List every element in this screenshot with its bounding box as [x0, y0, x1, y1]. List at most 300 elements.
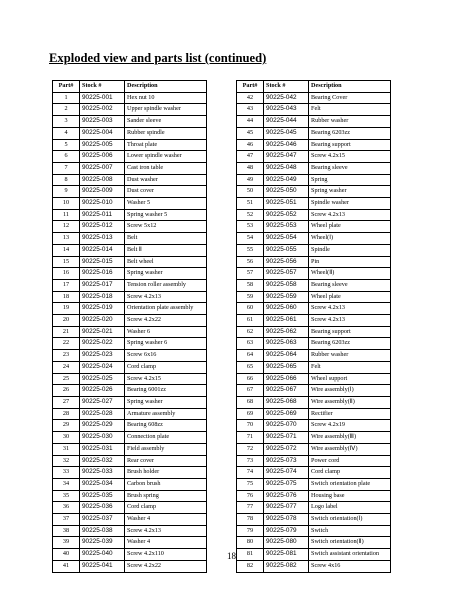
stock-number-cell: 90225-004: [80, 127, 125, 139]
part-number-cell: 1: [53, 92, 80, 104]
table-row: [237, 385, 391, 397]
part-number-cell: 76: [237, 490, 264, 502]
part-number-cell: 33: [53, 467, 80, 479]
stock-number-cell: 90225-033: [80, 467, 125, 479]
table-row: [237, 361, 391, 373]
description-cell: Field assembly: [125, 443, 207, 455]
stock-number-cell: 90225-052: [264, 209, 309, 221]
description-cell: Wheel(Ⅰ): [309, 233, 391, 245]
description-cell: Connection plate: [125, 432, 207, 444]
stock-number-cell: 90225-068: [264, 396, 309, 408]
stock-number-cell: 90225-027: [80, 396, 125, 408]
description-cell: Spindle washer: [309, 198, 391, 210]
table-row: [237, 174, 391, 186]
description-cell: Hex nut 10: [125, 92, 207, 104]
column-header-description: Description: [125, 81, 207, 93]
stock-number-cell: 90225-069: [264, 408, 309, 420]
table-row: [53, 303, 207, 315]
part-number-cell: 80: [237, 537, 264, 549]
description-cell: Switch orientation(Ⅰ): [309, 514, 391, 526]
description-cell: Felt: [309, 361, 391, 373]
stock-number-cell: 90225-038: [80, 525, 125, 537]
table-row: [53, 361, 207, 373]
stock-number-cell: 90225-020: [80, 315, 125, 327]
description-cell: Rectifier: [309, 408, 391, 420]
description-cell: Spring: [309, 174, 391, 186]
part-number-cell: 9: [53, 186, 80, 198]
description-cell: Upper spindle washer: [125, 104, 207, 116]
part-number-cell: 43: [237, 104, 264, 116]
description-cell: Screw 4.2x13: [309, 315, 391, 327]
table-row: [237, 560, 391, 572]
table-row: [53, 396, 207, 408]
table-row: [53, 268, 207, 280]
part-number-cell: 62: [237, 326, 264, 338]
table-row: [237, 162, 391, 174]
description-cell: Washer 4: [125, 514, 207, 526]
stock-number-cell: 90225-034: [80, 478, 125, 490]
table-row: [53, 291, 207, 303]
table-row: [237, 279, 391, 291]
table-header-row: [53, 81, 207, 93]
part-number-cell: 60: [237, 303, 264, 315]
description-cell: Screw 4.2x13: [125, 525, 207, 537]
description-cell: Cast iron table: [125, 162, 207, 174]
stock-number-cell: 90225-010: [80, 198, 125, 210]
stock-number-cell: 90225-039: [80, 537, 125, 549]
part-number-cell: 42: [237, 92, 264, 104]
page-number: 18: [227, 551, 236, 561]
part-number-cell: 3: [53, 116, 80, 128]
table-row: [237, 151, 391, 163]
stock-number-cell: 90225-056: [264, 256, 309, 268]
description-cell: Wire assembly(Ⅱ): [309, 396, 391, 408]
description-cell: Spring washer: [309, 186, 391, 198]
description-cell: Screw 4.2x13: [125, 291, 207, 303]
part-number-cell: 36: [53, 502, 80, 514]
table-row: [53, 467, 207, 479]
part-number-cell: 73: [237, 455, 264, 467]
part-number-cell: 69: [237, 408, 264, 420]
description-cell: Screw 6x16: [125, 350, 207, 362]
part-number-cell: 19: [53, 303, 80, 315]
part-number-cell: 13: [53, 233, 80, 245]
stock-number-cell: 90225-019: [80, 303, 125, 315]
stock-number-cell: 90225-055: [264, 244, 309, 256]
table-row: [53, 326, 207, 338]
part-number-cell: 21: [53, 326, 80, 338]
part-number-cell: 68: [237, 396, 264, 408]
description-cell: Belt wheel: [125, 256, 207, 268]
table-row: [53, 174, 207, 186]
description-cell: Screw 4.2x110: [125, 549, 207, 561]
table-row: [53, 127, 207, 139]
part-number-cell: 40: [53, 549, 80, 561]
stock-number-cell: 90225-032: [80, 455, 125, 467]
description-cell: Washer 5: [125, 198, 207, 210]
stock-number-cell: 90225-017: [80, 279, 125, 291]
description-cell: Bearing sleeve: [309, 279, 391, 291]
description-cell: Tension roller assembly: [125, 279, 207, 291]
table-row: [237, 268, 391, 280]
stock-number-cell: 90225-070: [264, 420, 309, 432]
description-cell: Orientation plate assembly: [125, 303, 207, 315]
table-row: [237, 432, 391, 444]
stock-number-cell: 90225-064: [264, 350, 309, 362]
description-cell: Wheel support: [309, 373, 391, 385]
table-row: [53, 350, 207, 362]
description-cell: Wire assembly(Ⅰ): [309, 385, 391, 397]
stock-number-cell: 90225-009: [80, 186, 125, 198]
part-number-cell: 14: [53, 244, 80, 256]
part-number-cell: 7: [53, 162, 80, 174]
table-row: [53, 432, 207, 444]
stock-number-cell: 90225-075: [264, 478, 309, 490]
description-cell: Screw 4.2x22: [125, 560, 207, 572]
stock-number-cell: 90225-079: [264, 525, 309, 537]
description-cell: Cord clamp: [125, 361, 207, 373]
stock-number-cell: 90225-023: [80, 350, 125, 362]
description-cell: Rubber spindle: [125, 127, 207, 139]
description-cell: Screw 4.2x15: [125, 373, 207, 385]
part-number-cell: 72: [237, 443, 264, 455]
description-cell: Lower spindle washer: [125, 151, 207, 163]
part-number-cell: 18: [53, 291, 80, 303]
part-number-cell: 11: [53, 209, 80, 221]
description-cell: Belt Ⅱ: [125, 244, 207, 256]
table-row: [237, 478, 391, 490]
stock-number-cell: 90225-006: [80, 151, 125, 163]
description-cell: Wire assembly(Ⅳ): [309, 443, 391, 455]
part-number-cell: 52: [237, 209, 264, 221]
description-cell: Carbon brush: [125, 478, 207, 490]
table-row: [53, 455, 207, 467]
part-number-cell: 78: [237, 514, 264, 526]
description-cell: Spring washer 5: [125, 209, 207, 221]
description-cell: Switch: [309, 525, 391, 537]
table-row: [53, 221, 207, 233]
stock-number-cell: 90225-002: [80, 104, 125, 116]
part-number-cell: 50: [237, 186, 264, 198]
stock-number-cell: 90225-077: [264, 502, 309, 514]
stock-number-cell: 90225-063: [264, 338, 309, 350]
column-header-part: Part#: [53, 81, 80, 93]
table-row: [237, 537, 391, 549]
stock-number-cell: 90225-001: [80, 92, 125, 104]
description-cell: Switch assistant orientation: [309, 549, 391, 561]
stock-number-cell: 90225-003: [80, 116, 125, 128]
description-cell: Cord clamp: [309, 467, 391, 479]
table-row: [237, 373, 391, 385]
description-cell: Spring washer 6: [125, 338, 207, 350]
description-cell: Power cord: [309, 455, 391, 467]
table-row: [53, 233, 207, 245]
description-cell: Rubber washer: [309, 116, 391, 128]
table-row: [53, 560, 207, 572]
table-row: [237, 244, 391, 256]
description-cell: Bearing support: [309, 326, 391, 338]
parts-table-right: [236, 80, 391, 573]
table-row: [237, 233, 391, 245]
part-number-cell: 30: [53, 432, 80, 444]
table-row: [237, 455, 391, 467]
table-row: [237, 350, 391, 362]
stock-number-cell: 90225-045: [264, 127, 309, 139]
table-row: [237, 209, 391, 221]
description-cell: Brush spring: [125, 490, 207, 502]
description-cell: Screw 5x12: [125, 221, 207, 233]
stock-number-cell: 90225-081: [264, 549, 309, 561]
table-row: [53, 256, 207, 268]
table-row: [53, 162, 207, 174]
table-row: [237, 490, 391, 502]
part-number-cell: 46: [237, 139, 264, 151]
description-cell: Armature assembly: [125, 408, 207, 420]
table-row: [53, 279, 207, 291]
table-row: [53, 104, 207, 116]
description-cell: Washer 4: [125, 537, 207, 549]
table-row: [53, 151, 207, 163]
part-number-cell: 32: [53, 455, 80, 467]
stock-number-cell: 90225-012: [80, 221, 125, 233]
description-cell: Wheel plate: [309, 221, 391, 233]
table-row: [53, 478, 207, 490]
part-number-cell: 53: [237, 221, 264, 233]
description-cell: Screw 4.2x13: [309, 303, 391, 315]
stock-number-cell: 90225-029: [80, 420, 125, 432]
stock-number-cell: 90225-078: [264, 514, 309, 526]
description-cell: Bearing 6203zz: [309, 338, 391, 350]
part-number-cell: 59: [237, 291, 264, 303]
table-row: [237, 198, 391, 210]
stock-number-cell: 90225-049: [264, 174, 309, 186]
table-row: [53, 244, 207, 256]
table-row: [53, 443, 207, 455]
description-cell: Belt: [125, 233, 207, 245]
parts-table-left: [52, 80, 207, 573]
description-cell: Felt: [309, 104, 391, 116]
part-number-cell: 15: [53, 256, 80, 268]
table-row: [237, 92, 391, 104]
part-number-cell: 82: [237, 560, 264, 572]
description-cell: Wheel plate: [309, 291, 391, 303]
description-cell: Screw 4x16: [309, 560, 391, 572]
description-cell: Housing base: [309, 490, 391, 502]
stock-number-cell: 90225-071: [264, 432, 309, 444]
table-row: [53, 186, 207, 198]
part-number-cell: 17: [53, 279, 80, 291]
part-number-cell: 56: [237, 256, 264, 268]
page-title: Exploded view and parts list (continued): [49, 51, 267, 65]
stock-number-cell: 90225-080: [264, 537, 309, 549]
stock-number-cell: 90225-014: [80, 244, 125, 256]
table-row: [237, 502, 391, 514]
part-number-cell: 61: [237, 315, 264, 327]
part-number-cell: 57: [237, 268, 264, 280]
table-row: [237, 525, 391, 537]
table-row: [237, 408, 391, 420]
stock-number-cell: 90225-022: [80, 338, 125, 350]
description-cell: Wheel(Ⅱ): [309, 268, 391, 280]
description-cell: Logo label: [309, 502, 391, 514]
table-row: [53, 315, 207, 327]
column-header-description: Description: [309, 81, 391, 93]
part-number-cell: 5: [53, 139, 80, 151]
stock-number-cell: 90225-073: [264, 455, 309, 467]
part-number-cell: 28: [53, 408, 80, 420]
table-row: [237, 303, 391, 315]
column-header-part: Part#: [237, 81, 264, 93]
table-row: [53, 514, 207, 526]
part-number-cell: 44: [237, 116, 264, 128]
description-cell: Screw 4.2x13: [309, 209, 391, 221]
table-row: [53, 385, 207, 397]
stock-number-cell: 90225-051: [264, 198, 309, 210]
table-row: [237, 291, 391, 303]
part-number-cell: 47: [237, 151, 264, 163]
description-cell: Wire assembly(Ⅲ): [309, 432, 391, 444]
table-row: [53, 537, 207, 549]
column-header-stock: Stock #: [264, 81, 309, 93]
part-number-cell: 65: [237, 361, 264, 373]
part-number-cell: 66: [237, 373, 264, 385]
part-number-cell: 20: [53, 315, 80, 327]
part-number-cell: 63: [237, 338, 264, 350]
stock-number-cell: 90225-041: [80, 560, 125, 572]
description-cell: Bearing sleeve: [309, 162, 391, 174]
part-number-cell: 75: [237, 478, 264, 490]
stock-number-cell: 90225-072: [264, 443, 309, 455]
stock-number-cell: 90225-060: [264, 303, 309, 315]
description-cell: Rubber washer: [309, 350, 391, 362]
part-number-cell: 6: [53, 151, 80, 163]
stock-number-cell: 90225-028: [80, 408, 125, 420]
table-row: [237, 326, 391, 338]
part-number-cell: 58: [237, 279, 264, 291]
table-row: [237, 127, 391, 139]
stock-number-cell: 90225-036: [80, 502, 125, 514]
table-row: [53, 198, 207, 210]
description-cell: Switch orientation(Ⅱ): [309, 537, 391, 549]
table-row: [237, 420, 391, 432]
part-number-cell: 45: [237, 127, 264, 139]
part-number-cell: 54: [237, 233, 264, 245]
description-cell: Sander sleeve: [125, 116, 207, 128]
stock-number-cell: 90225-057: [264, 268, 309, 280]
stock-number-cell: 90225-062: [264, 326, 309, 338]
stock-number-cell: 90225-065: [264, 361, 309, 373]
stock-number-cell: 90225-031: [80, 443, 125, 455]
part-number-cell: 64: [237, 350, 264, 362]
description-cell: Bearing Cover: [309, 92, 391, 104]
description-cell: Screw 4.2x22: [125, 315, 207, 327]
parts-table-right-body: [237, 92, 391, 572]
part-number-cell: 23: [53, 350, 80, 362]
stock-number-cell: 90225-074: [264, 467, 309, 479]
table-row: [53, 502, 207, 514]
parts-table-left-body: [53, 92, 207, 572]
part-number-cell: 4: [53, 127, 80, 139]
stock-number-cell: 90225-005: [80, 139, 125, 151]
description-cell: Cord clamp: [125, 502, 207, 514]
part-number-cell: 10: [53, 198, 80, 210]
stock-number-cell: 90225-040: [80, 549, 125, 561]
stock-number-cell: 90225-044: [264, 116, 309, 128]
part-number-cell: 27: [53, 396, 80, 408]
part-number-cell: 25: [53, 373, 80, 385]
part-number-cell: 31: [53, 443, 80, 455]
description-cell: Dust cover: [125, 186, 207, 198]
part-number-cell: 55: [237, 244, 264, 256]
description-cell: Brush holder: [125, 467, 207, 479]
stock-number-cell: 90225-059: [264, 291, 309, 303]
description-cell: Pin: [309, 256, 391, 268]
part-number-cell: 67: [237, 385, 264, 397]
stock-number-cell: 90225-066: [264, 373, 309, 385]
part-number-cell: 71: [237, 432, 264, 444]
stock-number-cell: 90225-043: [264, 104, 309, 116]
part-number-cell: 37: [53, 514, 80, 526]
table-row: [237, 186, 391, 198]
table-row: [53, 490, 207, 502]
description-cell: Spindle: [309, 244, 391, 256]
stock-number-cell: 90225-047: [264, 151, 309, 163]
stock-number-cell: 90225-067: [264, 385, 309, 397]
part-number-cell: 77: [237, 502, 264, 514]
table-row: [53, 209, 207, 221]
stock-number-cell: 90225-008: [80, 174, 125, 186]
stock-number-cell: 90225-015: [80, 256, 125, 268]
table-row: [53, 408, 207, 420]
table-row: [53, 420, 207, 432]
stock-number-cell: 90225-025: [80, 373, 125, 385]
stock-number-cell: 90225-050: [264, 186, 309, 198]
table-row: [237, 221, 391, 233]
column-header-stock: Stock #: [80, 81, 125, 93]
table-row: [237, 514, 391, 526]
part-number-cell: 79: [237, 525, 264, 537]
stock-number-cell: 90225-026: [80, 385, 125, 397]
part-number-cell: 16: [53, 268, 80, 280]
table-row: [53, 116, 207, 128]
part-number-cell: 41: [53, 560, 80, 572]
description-cell: Dust washer: [125, 174, 207, 186]
table-row: [237, 467, 391, 479]
table-header-row: [237, 81, 391, 93]
table-row: [53, 92, 207, 104]
stock-number-cell: 90225-013: [80, 233, 125, 245]
table-row: [237, 338, 391, 350]
stock-number-cell: 90225-048: [264, 162, 309, 174]
part-number-cell: 24: [53, 361, 80, 373]
description-cell: Spring washer: [125, 268, 207, 280]
stock-number-cell: 90225-037: [80, 514, 125, 526]
part-number-cell: 2: [53, 104, 80, 116]
description-cell: Bearing 6203zz: [309, 127, 391, 139]
description-cell: Bearing support: [309, 139, 391, 151]
table-row: [237, 139, 391, 151]
table-row: [53, 525, 207, 537]
part-number-cell: 39: [53, 537, 80, 549]
table-row: [237, 116, 391, 128]
table-row: [237, 104, 391, 116]
part-number-cell: 49: [237, 174, 264, 186]
part-number-cell: 29: [53, 420, 80, 432]
stock-number-cell: 90225-030: [80, 432, 125, 444]
part-number-cell: 48: [237, 162, 264, 174]
part-number-cell: 12: [53, 221, 80, 233]
description-cell: Rear cover: [125, 455, 207, 467]
